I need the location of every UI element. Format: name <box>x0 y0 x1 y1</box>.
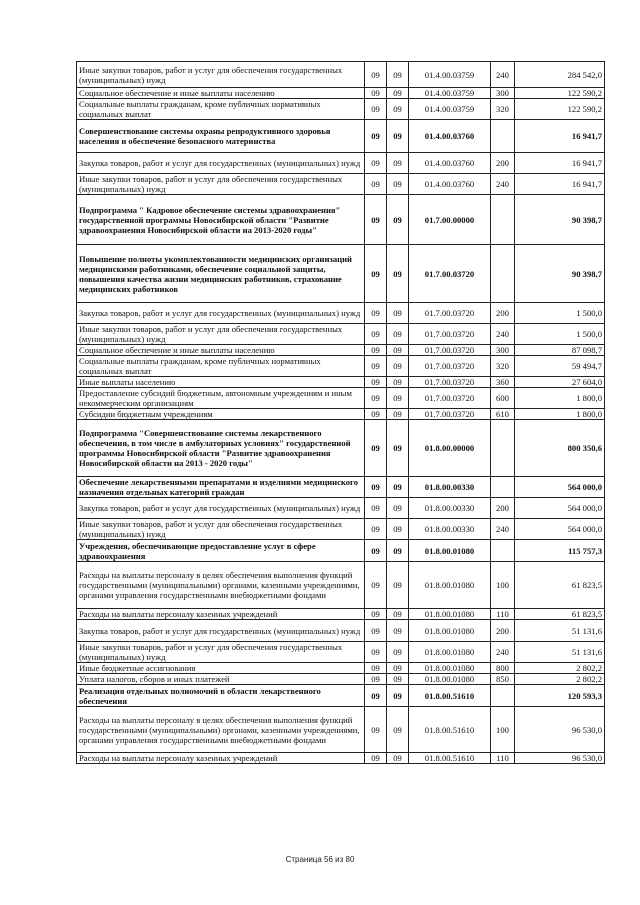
row-name: Иные бюджетные ассигнования <box>77 663 365 674</box>
row-subsection-code: 09 <box>387 120 409 153</box>
row-expense-type-code <box>491 540 515 562</box>
table-row <box>77 120 605 153</box>
table-row <box>77 99 605 120</box>
row-amount: 2 802,2 <box>515 674 605 685</box>
row-section-code: 09 <box>365 120 387 153</box>
row-subsection-code: 09 <box>387 356 409 377</box>
row-amount: 2 802,2 <box>515 663 605 674</box>
table-row <box>77 609 605 620</box>
row-section-code: 09 <box>365 685 387 707</box>
row-amount: 87 098,7 <box>515 345 605 356</box>
row-expense-type-code: 320 <box>491 356 515 377</box>
row-section-code: 09 <box>365 409 387 420</box>
row-subsection-code: 09 <box>387 245 409 303</box>
row-amount: 1 800,0 <box>515 409 605 420</box>
row-section-code: 09 <box>365 195 387 245</box>
row-target-code: 01.4.00.03760 <box>409 153 491 174</box>
row-name: Закупка товаров, работ и услуг для государственных (муниципальных) нужд <box>77 153 365 174</box>
row-name: Иные закупки товаров, работ и услуг для обеспечения государственных (муниципальных) нужд <box>77 174 365 195</box>
row-subsection-code: 09 <box>387 409 409 420</box>
row-name: Обеспечение лекарственными препаратами и изделиями медицинского назначения отдельных категорий граждан <box>77 477 365 498</box>
row-amount: 800 350,6 <box>515 420 605 477</box>
row-amount: 1 500,0 <box>515 303 605 324</box>
row-name: Закупка товаров, работ и услуг для государственных (муниципальных) нужд <box>77 620 365 642</box>
row-amount: 96 530,0 <box>515 753 605 764</box>
table-row <box>77 356 605 377</box>
row-expense-type-code: 300 <box>491 345 515 356</box>
row-target-code: 01.7.00.03720 <box>409 409 491 420</box>
row-expense-type-code <box>491 245 515 303</box>
row-target-code: 01.8.00.51610 <box>409 753 491 764</box>
row-amount: 51 131,6 <box>515 642 605 663</box>
table-row <box>77 345 605 356</box>
row-name: Подпрограмма "Совершенствование системы лекарственного обеспечения, в том числе в амбулаторных условиях" государственной программы Новосибирской области "Развитие здравоохранения Новосибирской области на 2013 - 2020 годы" <box>77 420 365 477</box>
row-expense-type-code: 110 <box>491 753 515 764</box>
row-name: Иные закупки товаров, работ и услуг для обеспечения государственных (муниципальных) нужд <box>77 324 365 345</box>
row-amount: 1 800,0 <box>515 388 605 409</box>
row-amount: 90 398,7 <box>515 245 605 303</box>
row-expense-type-code: 200 <box>491 620 515 642</box>
row-section-code: 09 <box>365 377 387 388</box>
row-subsection-code: 09 <box>387 388 409 409</box>
row-name: Закупка товаров, работ и услуг для государственных (муниципальных) нужд <box>77 498 365 519</box>
row-amount: 120 593,3 <box>515 685 605 707</box>
row-amount: 61 823,5 <box>515 562 605 609</box>
table-row <box>77 562 605 609</box>
row-target-code: 01.8.00.01080 <box>409 609 491 620</box>
row-target-code: 01.4.00.03760 <box>409 174 491 195</box>
row-amount: 59 494,7 <box>515 356 605 377</box>
row-target-code: 01.7.00.03720 <box>409 324 491 345</box>
row-subsection-code: 09 <box>387 498 409 519</box>
row-section-code: 09 <box>365 540 387 562</box>
row-target-code: 01.7.00.03720 <box>409 377 491 388</box>
row-subsection-code: 09 <box>387 562 409 609</box>
row-subsection-code: 09 <box>387 609 409 620</box>
row-amount: 122 590,2 <box>515 88 605 99</box>
table-row <box>77 663 605 674</box>
row-amount: 51 131,6 <box>515 620 605 642</box>
row-name: Социальные выплаты гражданам, кроме публичных нормативных социальных выплат <box>77 356 365 377</box>
row-section-code: 09 <box>365 620 387 642</box>
row-name: Иные закупки товаров, работ и услуг для обеспечения государственных (муниципальных) нужд <box>77 642 365 663</box>
row-expense-type-code: 320 <box>491 99 515 120</box>
row-amount: 16 941,7 <box>515 120 605 153</box>
table-row <box>77 388 605 409</box>
row-subsection-code: 09 <box>387 674 409 685</box>
row-amount: 122 590,2 <box>515 99 605 120</box>
row-section-code: 09 <box>365 707 387 753</box>
row-amount: 564 000,0 <box>515 519 605 540</box>
row-amount: 61 823,5 <box>515 609 605 620</box>
row-target-code: 01.8.00.51610 <box>409 685 491 707</box>
row-section-code: 09 <box>365 388 387 409</box>
row-expense-type-code: 110 <box>491 609 515 620</box>
table-row <box>77 245 605 303</box>
row-name: Расходы на выплаты персоналу казенных учреждений <box>77 753 365 764</box>
row-section-code: 09 <box>365 356 387 377</box>
row-expense-type-code: 200 <box>491 498 515 519</box>
row-name: Социальное обеспечение и иные выплаты населению <box>77 345 365 356</box>
row-amount: 96 530,0 <box>515 707 605 753</box>
row-subsection-code: 09 <box>387 707 409 753</box>
row-target-code: 01.4.00.03759 <box>409 99 491 120</box>
row-section-code: 09 <box>365 498 387 519</box>
row-section-code: 09 <box>365 519 387 540</box>
row-expense-type-code <box>491 420 515 477</box>
row-section-code: 09 <box>365 245 387 303</box>
row-subsection-code: 09 <box>387 753 409 764</box>
row-target-code: 01.7.00.00000 <box>409 195 491 245</box>
row-subsection-code: 09 <box>387 685 409 707</box>
row-name: Расходы на выплаты персоналу в целях обеспечения выполнения функций государственными (муниципальными) органами, казенными учреждениями, органами управления государственными внебюджетными фондами <box>77 707 365 753</box>
row-expense-type-code <box>491 120 515 153</box>
row-target-code: 01.8.00.01080 <box>409 674 491 685</box>
row-name: Учреждения, обеспечивающие предоставление услуг в сфере здравоохранения <box>77 540 365 562</box>
row-subsection-code: 09 <box>387 420 409 477</box>
table-row <box>77 195 605 245</box>
row-section-code: 09 <box>365 609 387 620</box>
row-target-code: 01.8.00.00330 <box>409 477 491 498</box>
row-name: Расходы на выплаты персоналу казенных учреждений <box>77 609 365 620</box>
table-row <box>77 62 605 88</box>
row-section-code: 09 <box>365 674 387 685</box>
row-amount: 115 757,3 <box>515 540 605 562</box>
row-expense-type-code: 200 <box>491 303 515 324</box>
row-section-code: 09 <box>365 88 387 99</box>
row-name: Повышение полноты укомплектованности медицинских организаций медицинскими работниками, обеспечение социальной защиты, повышения качества жизни медицинских работников, страхование медицинских работников <box>77 245 365 303</box>
row-name: Уплата налогов, сборов и иных платежей <box>77 674 365 685</box>
row-subsection-code: 09 <box>387 153 409 174</box>
row-expense-type-code <box>491 685 515 707</box>
table-row <box>77 174 605 195</box>
row-section-code: 09 <box>365 753 387 764</box>
row-amount: 27 604,0 <box>515 377 605 388</box>
row-section-code: 09 <box>365 303 387 324</box>
row-amount: 284 542,0 <box>515 62 605 88</box>
table-row <box>77 498 605 519</box>
row-amount: 1 500,0 <box>515 324 605 345</box>
row-target-code: 01.8.00.01080 <box>409 620 491 642</box>
row-section-code: 09 <box>365 663 387 674</box>
row-expense-type-code: 240 <box>491 174 515 195</box>
row-expense-type-code: 610 <box>491 409 515 420</box>
row-expense-type-code: 360 <box>491 377 515 388</box>
row-expense-type-code: 240 <box>491 62 515 88</box>
row-section-code: 09 <box>365 642 387 663</box>
table-body <box>77 62 605 764</box>
row-subsection-code: 09 <box>387 195 409 245</box>
table-row <box>77 420 605 477</box>
row-subsection-code: 09 <box>387 642 409 663</box>
table-row <box>77 303 605 324</box>
row-target-code: 01.4.00.03759 <box>409 88 491 99</box>
row-subsection-code: 09 <box>387 174 409 195</box>
row-name: Совершенствование системы охраны репродуктивного здоровья населения и обеспечение безопасного материнства <box>77 120 365 153</box>
budget-table <box>76 61 605 764</box>
row-expense-type-code: 850 <box>491 674 515 685</box>
table-row <box>77 324 605 345</box>
row-name: Подпрограмма " Кадровое обеспечение системы здравоохранения" государственной программы Новосибирской области "Развитие здравоохранения Новосибирской области на 2013-2020 годы" <box>77 195 365 245</box>
row-expense-type-code <box>491 195 515 245</box>
row-expense-type-code: 600 <box>491 388 515 409</box>
row-target-code: 01.7.00.03720 <box>409 345 491 356</box>
row-subsection-code: 09 <box>387 62 409 88</box>
row-target-code: 01.4.00.03760 <box>409 120 491 153</box>
table-row <box>77 153 605 174</box>
row-name: Иные закупки товаров, работ и услуг для обеспечения государственных (муниципальных) нужд <box>77 62 365 88</box>
row-name: Социальные выплаты гражданам, кроме публичных нормативных социальных выплат <box>77 99 365 120</box>
table-row <box>77 707 605 753</box>
row-expense-type-code: 200 <box>491 153 515 174</box>
row-amount: 564 000,0 <box>515 498 605 519</box>
row-section-code: 09 <box>365 345 387 356</box>
row-name: Предоставление субсидий бюджетным, автономным учреждениям и иным некоммерческим организациям <box>77 388 365 409</box>
row-subsection-code: 09 <box>387 477 409 498</box>
row-target-code: 01.8.00.01080 <box>409 562 491 609</box>
row-target-code: 01.7.00.03720 <box>409 245 491 303</box>
row-expense-type-code: 240 <box>491 519 515 540</box>
row-amount: 90 398,7 <box>515 195 605 245</box>
row-name: Реализация отдельных полномочий в области лекарственного обеспечения <box>77 685 365 707</box>
table-row <box>77 620 605 642</box>
row-target-code: 01.8.00.01080 <box>409 663 491 674</box>
row-subsection-code: 09 <box>387 303 409 324</box>
row-target-code: 01.7.00.03720 <box>409 303 491 324</box>
table-row <box>77 409 605 420</box>
row-target-code: 01.8.00.00330 <box>409 498 491 519</box>
table-row <box>77 519 605 540</box>
row-section-code: 09 <box>365 153 387 174</box>
row-target-code: 01.4.00.03759 <box>409 62 491 88</box>
table-row <box>77 674 605 685</box>
row-section-code: 09 <box>365 99 387 120</box>
row-subsection-code: 09 <box>387 99 409 120</box>
row-name: Иные закупки товаров, работ и услуг для обеспечения государственных (муниципальных) нужд <box>77 519 365 540</box>
row-expense-type-code <box>491 477 515 498</box>
row-name: Субсидии бюджетным учреждениям <box>77 409 365 420</box>
table-row <box>77 477 605 498</box>
row-subsection-code: 09 <box>387 88 409 99</box>
row-amount: 16 941,7 <box>515 174 605 195</box>
row-subsection-code: 09 <box>387 540 409 562</box>
row-target-code: 01.7.00.03720 <box>409 388 491 409</box>
row-subsection-code: 09 <box>387 377 409 388</box>
row-section-code: 09 <box>365 324 387 345</box>
row-target-code: 01.8.00.01080 <box>409 642 491 663</box>
table-row <box>77 540 605 562</box>
row-subsection-code: 09 <box>387 519 409 540</box>
row-expense-type-code: 100 <box>491 707 515 753</box>
table-row <box>77 642 605 663</box>
row-name: Закупка товаров, работ и услуг для государственных (муниципальных) нужд <box>77 303 365 324</box>
row-subsection-code: 09 <box>387 620 409 642</box>
row-name: Иные выплаты населению <box>77 377 365 388</box>
table-row <box>77 377 605 388</box>
row-amount: 564 000,0 <box>515 477 605 498</box>
row-expense-type-code: 300 <box>491 88 515 99</box>
page-number: Страница 56 из 80 <box>285 855 355 864</box>
row-expense-type-code: 240 <box>491 324 515 345</box>
row-expense-type-code: 100 <box>491 562 515 609</box>
table-row <box>77 753 605 764</box>
row-section-code: 09 <box>365 174 387 195</box>
row-amount: 16 941,7 <box>515 153 605 174</box>
row-section-code: 09 <box>365 62 387 88</box>
row-expense-type-code: 240 <box>491 642 515 663</box>
row-section-code: 09 <box>365 562 387 609</box>
row-expense-type-code: 800 <box>491 663 515 674</box>
row-target-code: 01.8.00.00330 <box>409 519 491 540</box>
row-section-code: 09 <box>365 477 387 498</box>
row-target-code: 01.8.00.00000 <box>409 420 491 477</box>
row-target-code: 01.8.00.51610 <box>409 707 491 753</box>
table-row <box>77 88 605 99</box>
row-section-code: 09 <box>365 420 387 477</box>
row-target-code: 01.7.00.03720 <box>409 356 491 377</box>
table-row <box>77 685 605 707</box>
row-name: Социальное обеспечение и иные выплаты населению <box>77 88 365 99</box>
row-subsection-code: 09 <box>387 663 409 674</box>
row-name: Расходы на выплаты персоналу в целях обеспечения выполнения функций государственными (муниципальными) органами, казенными учреждениями, органами управления государственными внебюджетными фондами <box>77 562 365 609</box>
row-target-code: 01.8.00.01080 <box>409 540 491 562</box>
row-subsection-code: 09 <box>387 324 409 345</box>
row-subsection-code: 09 <box>387 345 409 356</box>
